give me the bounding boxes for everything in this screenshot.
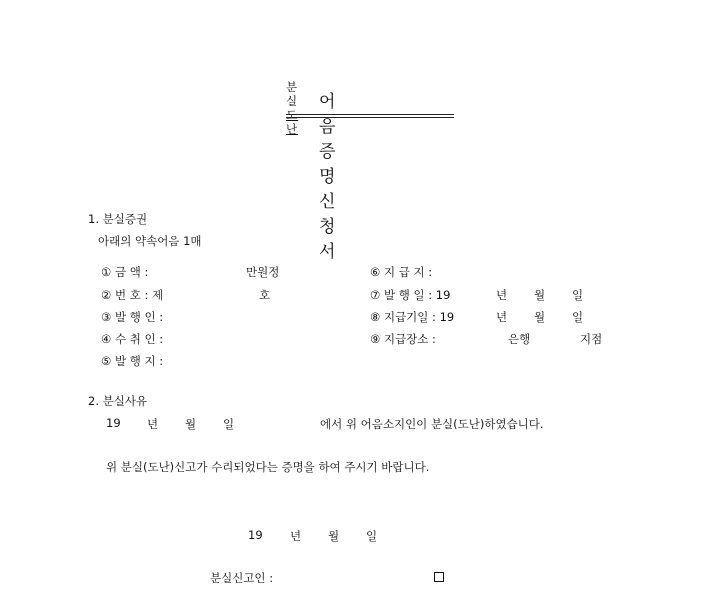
field-issue-date-day-unit: 일 (572, 288, 584, 302)
title-underline-top (286, 114, 454, 115)
footer-year: 19 (248, 528, 263, 542)
reason-year: 19 (106, 416, 121, 430)
section2-heading: 2. 분실사유 (88, 394, 148, 408)
field-payment-place-label: ⑨ 지급장소 : (370, 332, 436, 346)
field-amount-value: 만원정 (246, 265, 280, 279)
reason-year-unit: 년 (147, 417, 159, 431)
footer-month-unit: 월 (328, 529, 340, 543)
seal-box[interactable] (434, 572, 444, 582)
footer-year-unit: 년 (290, 529, 302, 543)
field-payment-place-branch: 지점 (580, 332, 603, 346)
title-stack (286, 80, 298, 136)
section1-heading: 1. 분실증권 (88, 212, 148, 226)
field-due-date-day-unit: 일 (572, 310, 584, 324)
field-due-date-year-unit: 년 (496, 310, 508, 324)
field-issue-date-month-unit: 월 (534, 288, 546, 302)
field-amount-label: ① 금 액 : (101, 265, 149, 279)
title-main: 어음증명신청서 (319, 92, 337, 262)
field-issue-date-label: ⑦ 발 행 일 : 19 (370, 288, 451, 302)
field-issue-place-label: ⑤ 발 행 지 : (101, 354, 164, 368)
field-payment-place-bank: 은행 (508, 332, 531, 346)
reason-month-unit: 월 (185, 417, 197, 431)
footer-day-unit: 일 (366, 529, 378, 543)
field-number-value: 호 (259, 288, 271, 302)
signer-label: 분실신고인 : (210, 571, 274, 585)
field-drawer-label: ③ 발 행 인 : (101, 310, 164, 324)
field-payee-label: ④ 수 취 인 : (101, 332, 164, 346)
title-underline-bottom (286, 117, 454, 118)
title-stack-bottom: 도난 (286, 108, 299, 136)
field-issue-date-year-unit: 년 (496, 288, 508, 302)
reason-text: 에서 위 어음소지인이 분실(도난)하였습니다. (320, 417, 544, 431)
request-text: 위 분실(도난)신고가 수리되었다는 증명을 하여 주시기 바랍니다. (106, 460, 430, 474)
field-due-date-label: ⑧ 지급기일 : 19 (370, 310, 455, 324)
field-number-label: ② 번 호 : 제 (101, 288, 164, 302)
section1-subtitle: 아래의 약속어음 1매 (98, 234, 202, 248)
title-stack-top: 분실 (286, 80, 299, 108)
reason-day-unit: 일 (223, 417, 235, 431)
field-due-date-month-unit: 월 (534, 310, 546, 324)
field-pay-place-label: ⑥ 지 급 지 : (370, 265, 433, 279)
